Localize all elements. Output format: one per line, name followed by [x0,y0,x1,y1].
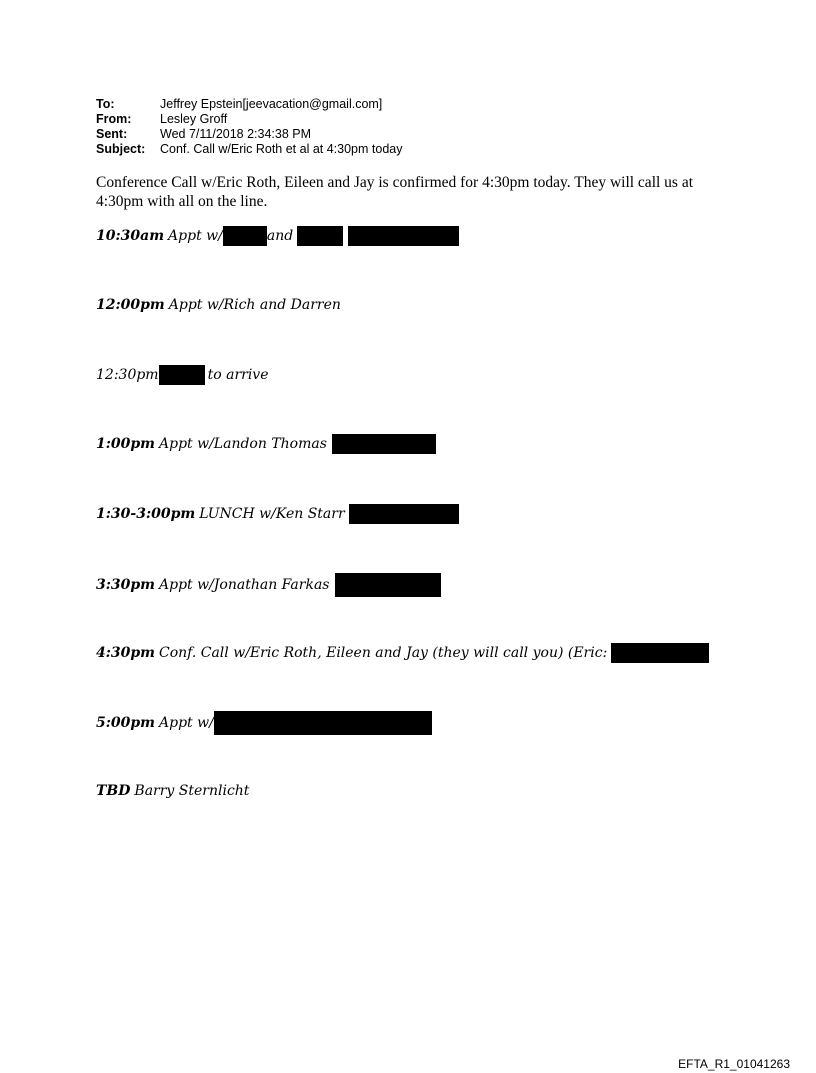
redaction-box [349,504,459,524]
entry-text: Appt w/Rich and Darren [168,297,341,313]
body-intro: Conference Call w/Eric Roth, Eileen and Jay is confirmed for 4:30pm today. They will call us at 4:30pm with all on the line. [96,174,694,210]
to-value: Jeffrey Epstein[jeevacation@gmail.com] [160,97,383,111]
subject-row [96,142,402,157]
entry-text: and [266,228,294,244]
entry-text: to arrive [207,367,269,383]
sent-row [96,127,402,142]
schedule-entry [96,433,436,455]
redaction-box [332,434,436,454]
schedule-entry [96,573,441,597]
entry-time: TBD [96,783,131,799]
schedule-entry [96,642,709,664]
entry-time: 3:30pm [96,577,155,593]
entry-time: 5:00pm [96,715,155,731]
entry-time: 12:00pm [96,297,165,313]
entry-text: LUNCH w/Ken Starr [199,506,345,522]
redaction-box [348,226,459,246]
schedule-entry [96,780,249,802]
redaction-box [214,711,432,735]
entry-text: Appt w/ [168,228,223,244]
document-id: EFTA_R1_01041263 [678,1057,790,1071]
email-header [96,97,402,157]
sent-label: Sent: [96,127,128,141]
redaction-box [159,365,205,385]
entry-text: Appt w/Jonathan Farkas [159,577,330,593]
to-row [96,97,402,112]
entry-time: 4:30pm [96,645,155,661]
entry-text: Barry Sternlicht [134,783,250,799]
subject-value: Conf. Call w/Eric Roth et al at 4:30pm today [160,142,403,156]
entry-time: 1:00pm [96,436,155,452]
subject-label: Subject: [96,142,146,156]
sent-value: Wed 7/11/2018 2:34:38 PM [160,127,312,141]
redaction-box [335,573,441,597]
entry-text: Appt w/Landon Thomas [159,436,327,452]
entry-time: 12:30pm [96,367,159,383]
to-label: To: [96,97,115,111]
from-value: Lesley Groff [160,112,228,126]
schedule-entry [96,225,459,247]
from-row [96,112,402,127]
redaction-box [297,226,343,246]
entry-text: Appt w/ [159,715,214,731]
schedule-entry [96,711,432,735]
entry-text: Conf. Call w/Eric Roth, Eileen and Jay (they will call you) (Eric: [159,645,608,661]
schedule-entry [96,364,269,386]
entry-time: 1:30-3:00pm [96,506,196,522]
schedule-entry [96,294,341,316]
redaction-box [223,226,267,246]
schedule-entry [96,503,459,525]
redaction-box [611,643,709,663]
entry-time: 10:30am [96,228,165,244]
from-label: From: [96,112,132,126]
